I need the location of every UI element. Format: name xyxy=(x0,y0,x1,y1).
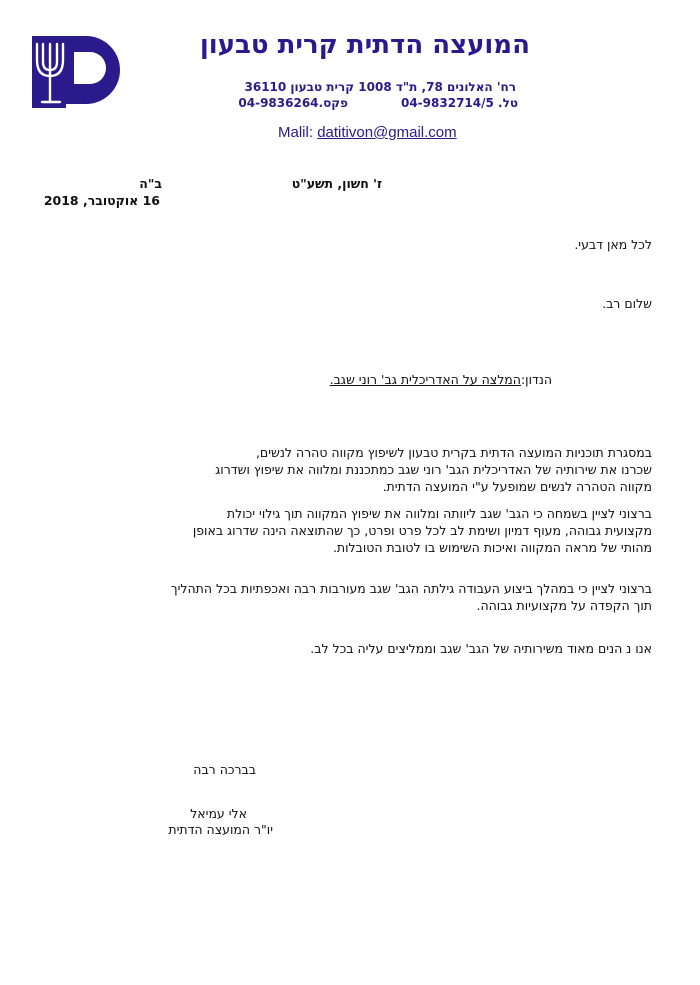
mail-label: Malil: xyxy=(278,124,314,141)
email-link[interactable]: datitivon@gmail.com xyxy=(317,124,457,141)
organization-logo xyxy=(30,36,120,108)
email-line xyxy=(278,124,457,141)
bh-mark: ב"ה xyxy=(139,176,162,191)
closing: בברכה רבה xyxy=(193,762,256,777)
subject-label: הנדון: xyxy=(520,372,552,387)
org-address: רח' האלונים 78, ת"ד 1008 קרית טבעון 36110 xyxy=(244,80,516,94)
subject-line xyxy=(330,372,552,387)
paragraph-2 xyxy=(193,505,652,556)
recipient-line: לכל מאן דבעי. xyxy=(574,237,652,252)
paragraph-1 xyxy=(215,444,652,495)
paragraph-4 xyxy=(310,640,652,657)
greeting-line: שלום רב. xyxy=(602,296,652,311)
paragraph-line: מקווה הטהרה לנשים שמופעל ע"י המועצה הדתית. xyxy=(382,479,652,494)
paragraph-line: שכרנו את שירותיה של האדריכלית הגב' רוני שגב כמתכננת ומלווה את שיפוץ ושדרוג xyxy=(215,462,652,477)
paragraph-line: ברצוני לציין כי במהלך ביצוע העבודה גילתה הגב' שגב מעורבות רבה ואכפתיות בכל התהליך xyxy=(170,581,652,596)
org-name: המועצה הדתית קרית טבעון xyxy=(199,30,530,60)
org-phone: טל. 04-9832714/5 xyxy=(400,96,518,110)
hebrew-date: ז' חשון, תשע"ט xyxy=(291,176,382,191)
gregorian-date: 16 אוקטובר, 2018 xyxy=(43,193,160,208)
paragraph-line: ברצוני לציין בשמחה כי הגב' שגב ליוותה ומלווה את שיפוץ המקווה תוך גילוי יכולת xyxy=(226,506,652,521)
paragraph-line: במסגרת תוכניות המועצה הדתית בקרית טבעון לשיפוץ מקווה טהרה לנשים, xyxy=(255,445,652,460)
paragraph-line: אנו נ הנים מאוד משירותיה של הגב' שגב וממליצים עליה בכל לב. xyxy=(310,641,652,656)
paragraph-line: מהותי של מראה המקווה ואיכות השימוש בו לטובת הטובלות. xyxy=(332,540,652,555)
paragraph-line: מקצועית גבוהה, מעוף דמיון ושימת לב לכל פרט ופרט, כך שהתוצאה הינה שדרוג באופן xyxy=(192,523,652,538)
subject-topic: המלצה על האדריכלית גב' רוני שגב. xyxy=(329,372,521,387)
signer-title: יו"ר המועצה הדתית xyxy=(168,822,273,837)
signer-name: אלי עמיאל xyxy=(190,806,247,821)
paragraph-3 xyxy=(171,580,652,614)
paragraph-line: תוך הקפדה על מקצועיות גבוהה. xyxy=(476,598,652,613)
org-fax: פקס.04-9836264 xyxy=(238,96,348,110)
